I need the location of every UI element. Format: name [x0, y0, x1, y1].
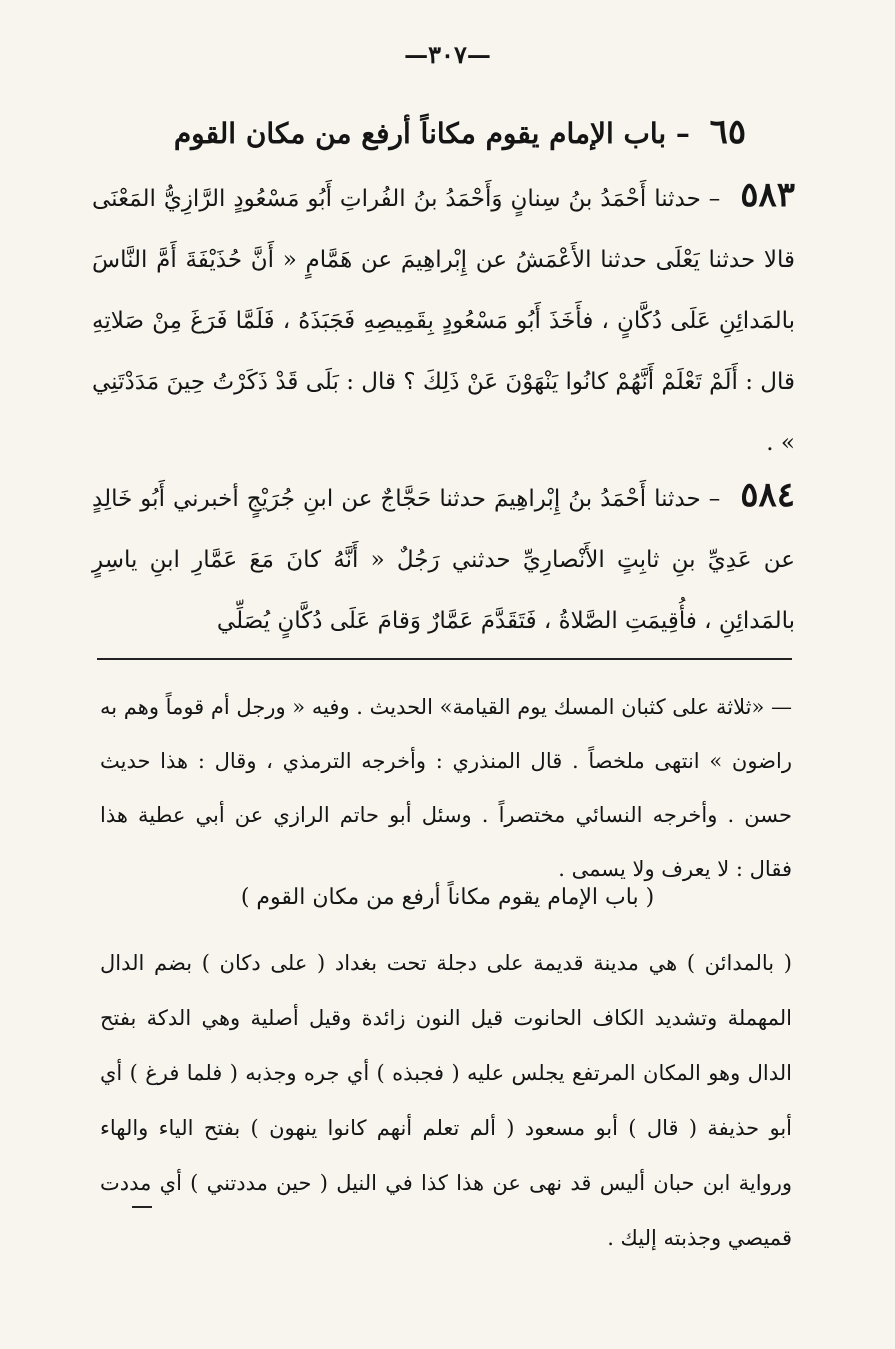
footnote-divider [97, 658, 792, 660]
continuation-dash [132, 1206, 152, 1208]
hadith-583 [92, 165, 795, 474]
chapter-heading [160, 112, 760, 152]
hadith-584 [92, 465, 795, 652]
hadith-number: ٥٨٣ [740, 175, 796, 215]
hadith-text: – حدثنا أَحْمَدُ بنُ إِبْراهِيمَ حدثنا حَجَّاجٌ عن ابنِ جُرَيْجٍ أخبرني أَبُو خَالِدٍ عن عَدِيِّ بنِ ثابِتٍ الأَنْصارِيِّ حدثني رَجُلٌ « أَنَّهُ كانَ مَعَ عَمَّارِ ابنِ ياسِرٍ بالمَدائِنِ ، فأُقِيمَتِ الصَّلاةُ ، فَتَقَدَّمَ عَمَّارٌ وَقامَ عَلَى دُكَّانٍ يُصَلِّي [92, 486, 795, 634]
hadith-text: – حدثنا أَحْمَدُ بنُ سِنانٍ وَأَحْمَدُ بنُ الفُراتِ أَبُو مَسْعُودٍ الرَّازِيُّ المَعْنَى قالا حدثنا يَعْلَى حدثنا الأَعْمَشُ عن إِبْراهِيمَ عن هَمَّامٍ « أَنَّ حُذَيْفَةَ أَمَّ النَّاسَ بالمَدائِنِ عَلَى دُكَّانٍ ، فأَخَذَ أَبُو مَسْعُودٍ بِقَمِيصِهِ فَجَبَذَهُ ، فَلَمَّا فَرَغَ مِنْ صَلاتِهِ قال : أَلَمْ تَعْلَمْ أَنَّهُمْ كانُوا يَنْهَوْنَ عَنْ ذَلِكَ ؟ قال : بَلَى قَدْ ذَكَرْتُ حِينَ مَدَدْتَنِي » . [92, 186, 795, 456]
hadith-number: ٥٨٤ [740, 475, 796, 515]
page-number: —٣٠٧— [404, 40, 491, 69]
chapter-number: ٦٥ [709, 112, 747, 152]
chapter-title: – باب الإمام يقوم مكاناً أرفع من مكان القوم [173, 117, 690, 150]
commentary-heading: ( باب الإمام يقوم مكاناً أرفع من مكان القوم ) [240, 885, 655, 910]
footnote-text: — «ثلاثة على كثبان المسك يوم القيامة» الحديث . وفيه « ورجل أم قوماً وهم به راضون » انتهى ملخصاً . قال المنذري : وأخرجه الترمذي ، وقال : هذا حديث حسن . وأخرجه النسائي مختصراً . وسئل أبو حاتم الرازي عن أبي عطية هذا فقال : لا يعرف ولا يسمى . [100, 695, 792, 881]
commentary-text: ( بالمدائن ) هي مدينة قديمة على دجلة تحت بغداد ( على دكان ) بضم الدال المهملة وتشديد الكاف الحانوت قيل النون زائدة وقيل أصلية وهي الدكة بفتح الدال وهو المكان المرتفع يجلس عليه ( فجبذه ) أي جره وجذبه ( فلما فرغ ) أي أبو حذيفة ( قال ) أبو مسعود ( ألم تعلم أنهم كانوا ينهون ) بفتح الياء والهاء ورواية ابن حبان أليس قد نهى عن هذا كذا في النيل ( حين مددتني ) أي مددت قميصي وجذبته إليك . [100, 951, 792, 1250]
